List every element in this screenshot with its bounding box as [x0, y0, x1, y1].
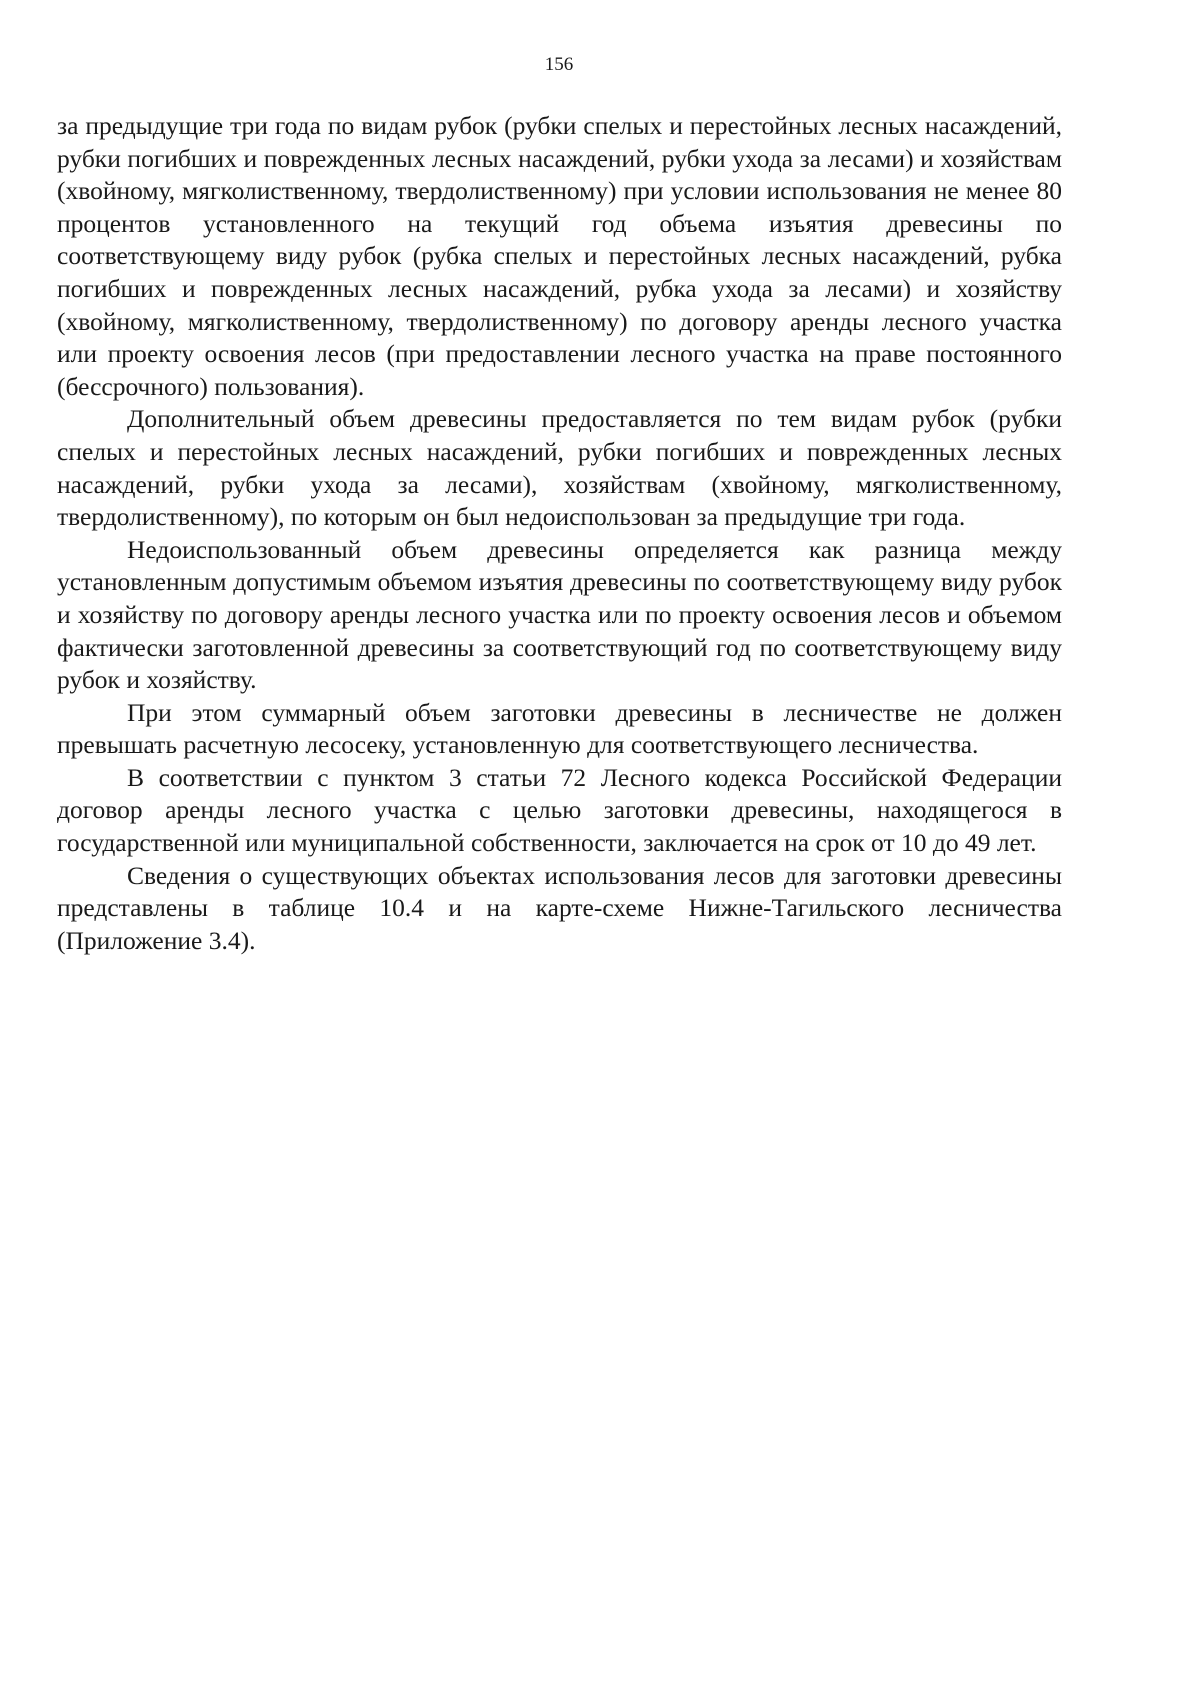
paragraph-unused-volume: Недоиспользованный объем древесины определяется как разница между установленным допустимым объемом изъятия древесины по соответствующему виду рубок и хозяйству по договору аренды лесного участка или по проекту освоения лесов и объемом фактически заготовленной древесины за соответствующий год по соответствующему виду рубок и хозяйству.	[57, 534, 1062, 695]
paragraph-additional-volume: Дополнительный объем древесины предоставляется по тем видам рубок (рубки спелых и перестойных лесных насаждений, рубки погибших и поврежденных лесных насаждений, рубки ухода за лесами), хозяйствам (хвойному, мягколиственному, твердолиственному), по которым он был недоиспользован за предыдущие три года.	[57, 404, 1062, 532]
page-number: 156	[544, 54, 574, 75]
paragraph-lease-term: В соответствии с пунктом 3 статьи 72 Лесного кодекса Российской Федерации договор аренды лесного участка с целью заготовки древесины, находящегося в государственной или муниципальной собственности, заключается на срок от 10 до 49 лет.	[57, 762, 1062, 858]
paragraph-continuation: за предыдущие три года по видам рубок (рубки спелых и перестойных лесных насаждений, рубки погибших и поврежденных лесных насаждений, рубки ухода за лесами) и хозяйствам (хвойному, мягколиственному, твердолиственному) при условии использования не менее 80 процентов установленного на текущий год объема изъятия древесины по соответствующему виду рубок (рубка спелых и перестойных лесных насаждений, рубка погибших и поврежденных лесных насаждений, рубка ухода за лесами) и хозяйству (хвойному, мягколиственному, твердолиственному) по договору аренды лесного участка или проекту освоения лесов (при предоставлении лесного участка на праве постоянного (бессрочного) пользования).	[57, 111, 1062, 401]
paragraph-existing-objects: Сведения о существующих объектах использования лесов для заготовки древесины представлены в таблице 10.4 и на карте-схеме Нижне-Тагильского лесничества (Приложение 3.4).	[57, 860, 1062, 955]
document-body	[57, 110, 1062, 957]
paragraph-total-harvest: При этом суммарный объем заготовки древесины в лесничестве не должен превышать расчетную лесосеку, установленную для соответствующего лесничества.	[57, 697, 1062, 760]
